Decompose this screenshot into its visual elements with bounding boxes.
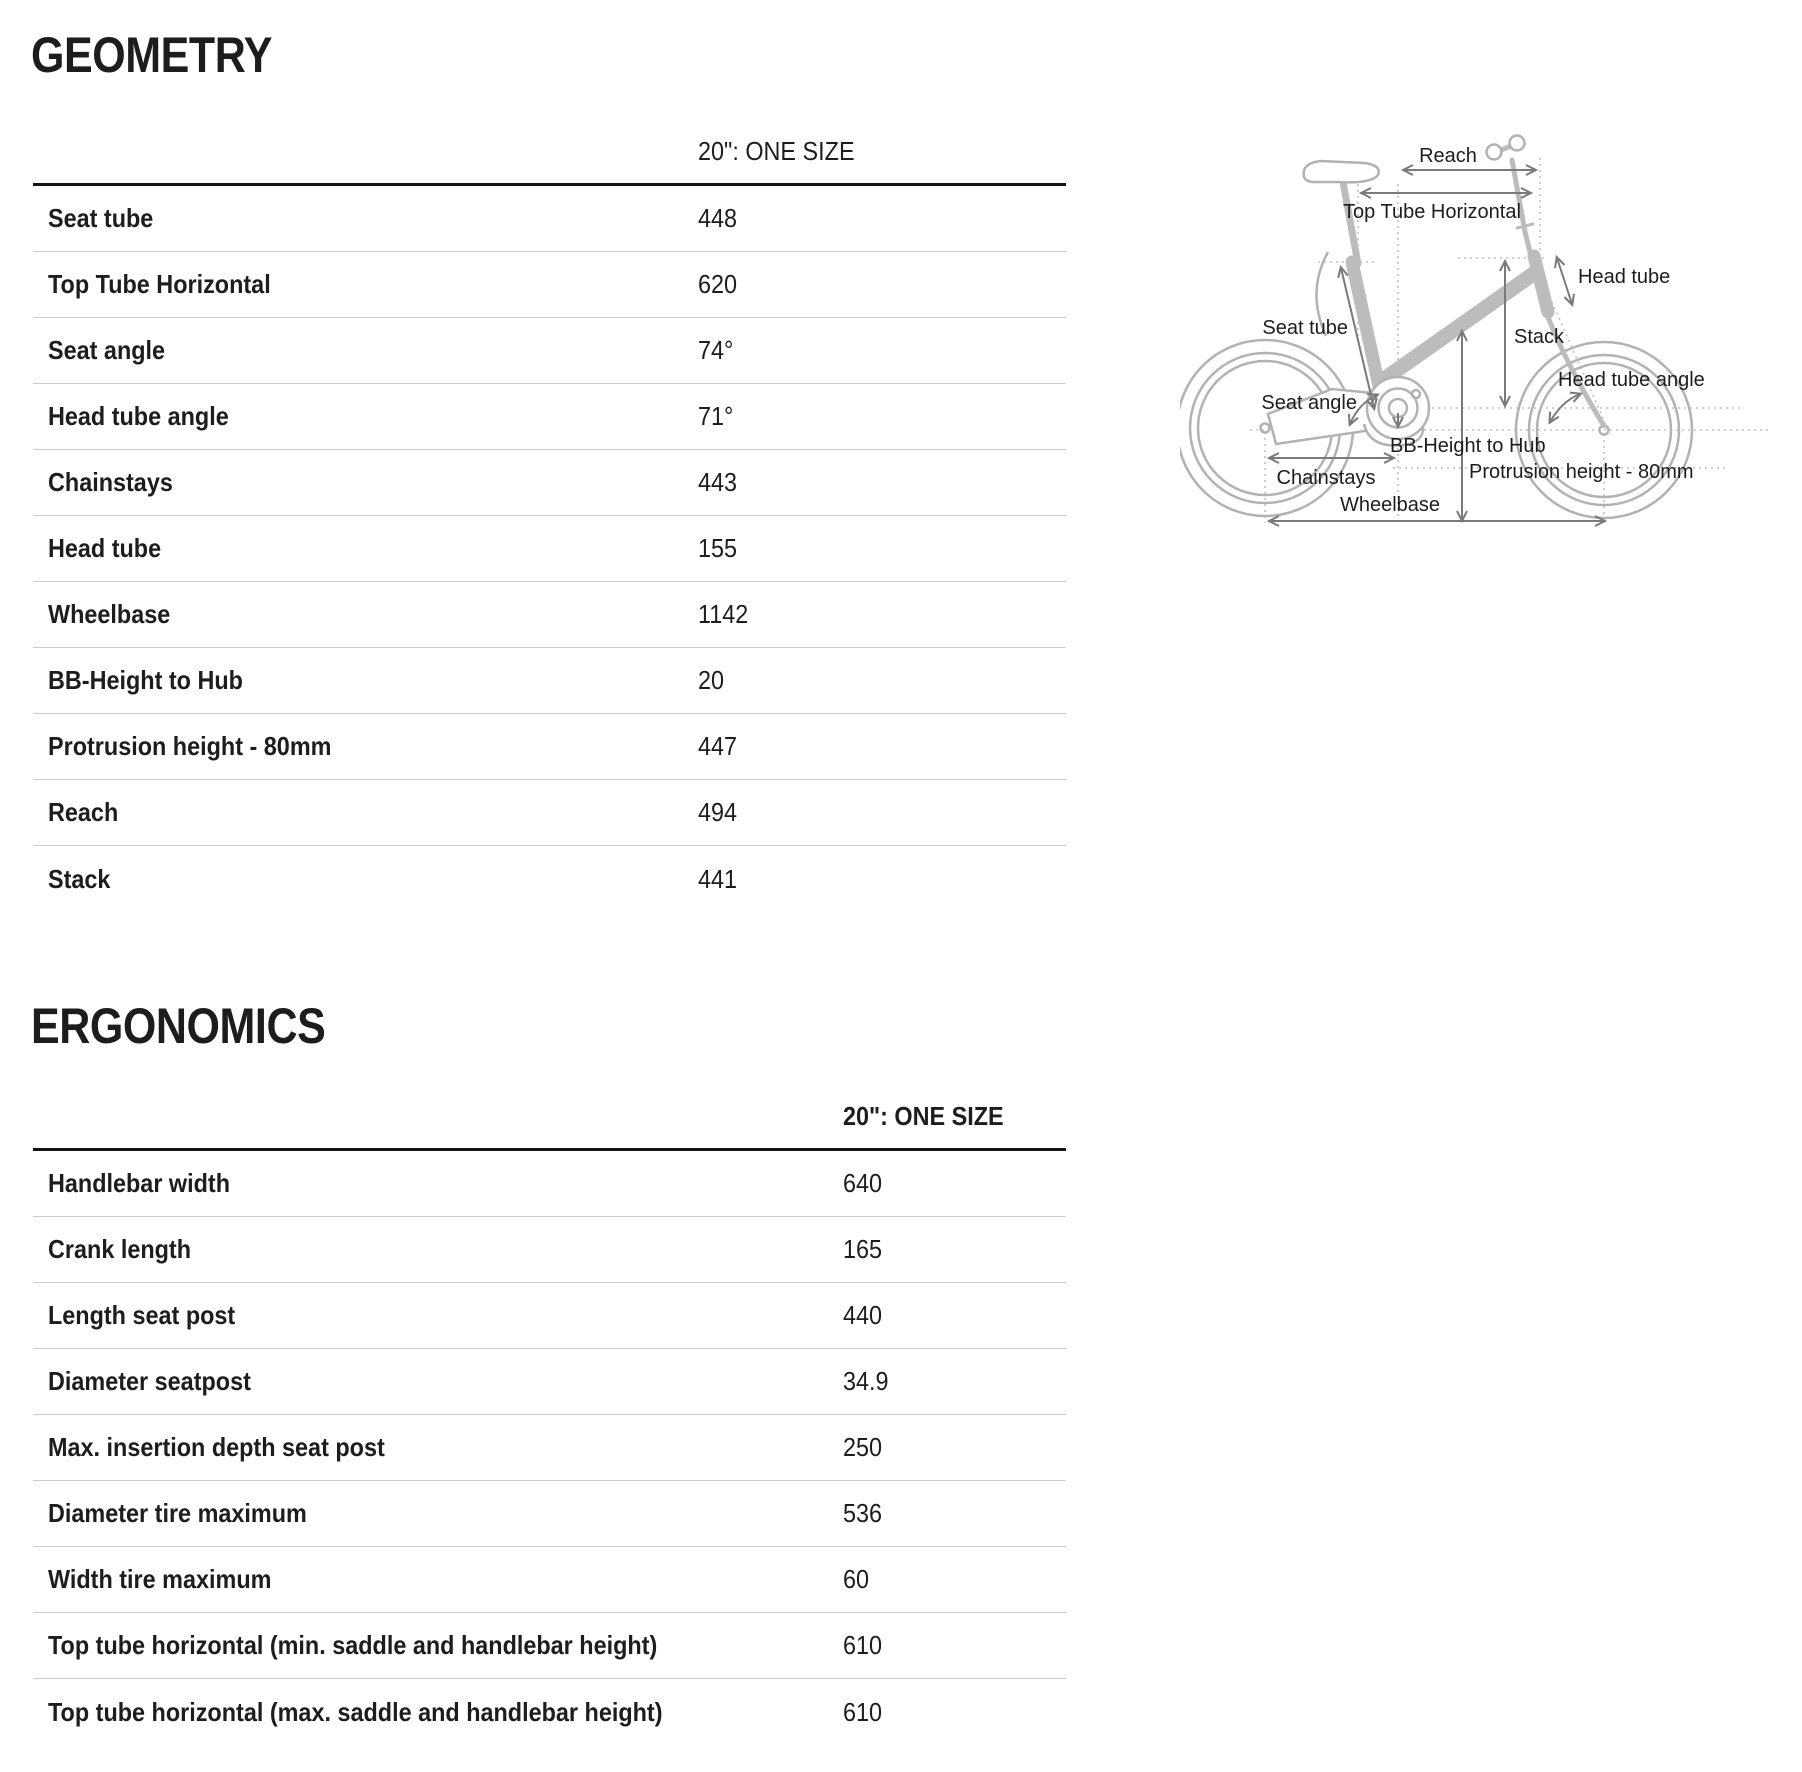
- spec-value: 155: [698, 533, 738, 563]
- diagram-label-chainstays: Chainstays: [1276, 467, 1376, 489]
- bike-geometry-diagram-svg: [1180, 100, 1802, 550]
- spec-row: [33, 1349, 1066, 1415]
- spec-row: [33, 1481, 1066, 1547]
- handlebar-and-stem: [1487, 136, 1534, 261]
- spec-value: 620: [698, 269, 738, 299]
- spec-row: [33, 1613, 1066, 1679]
- spec-row: [33, 1679, 1066, 1745]
- spec-label: Diameter tire maximum: [48, 1498, 307, 1528]
- diagram-label-head-tube: Head tube: [1578, 266, 1671, 288]
- spec-value: 1142: [698, 599, 749, 629]
- spec-label: Head tube: [48, 533, 162, 563]
- diagram-label-reach: Reach: [1419, 145, 1477, 167]
- spec-row: [33, 1415, 1066, 1481]
- spec-row: [33, 1283, 1066, 1349]
- spec-value: 71°: [698, 401, 734, 431]
- geometry-size-column-header-text: 20": ONE SIZE: [698, 136, 855, 166]
- spec-row: [33, 1217, 1066, 1283]
- spec-row: [33, 1547, 1066, 1613]
- diagram-label-seat-angle: Seat angle: [1261, 392, 1357, 414]
- spec-label: Diameter seatpost: [48, 1366, 251, 1396]
- spec-value: 440: [843, 1300, 883, 1330]
- spec-label: Length seat post: [48, 1300, 236, 1330]
- head-tube-arrow: [1557, 258, 1572, 304]
- spec-value: 34.9: [843, 1366, 889, 1396]
- spec-value: 610: [843, 1696, 883, 1727]
- ergonomics-table: [33, 1085, 1066, 1745]
- spec-label: Top tube horizontal (min. saddle and handlebar height): [48, 1630, 658, 1660]
- spec-value: 610: [843, 1630, 883, 1660]
- spec-row: [33, 384, 1066, 450]
- ergonomics-size-column-header-text: 20": ONE SIZE: [843, 1101, 1004, 1131]
- spec-value: 74°: [698, 335, 734, 365]
- spec-label: Max. insertion depth seat post: [48, 1432, 385, 1462]
- spec-value: 447: [698, 731, 738, 761]
- spec-row: [33, 516, 1066, 582]
- spec-label: Wheelbase: [48, 599, 171, 629]
- spec-label: Top tube horizontal (max. saddle and handlebar height): [48, 1696, 663, 1727]
- spec-row: [33, 714, 1066, 780]
- spec-value: 60: [843, 1564, 870, 1594]
- spec-label: Seat tube: [48, 203, 154, 233]
- spec-label: Seat angle: [48, 335, 166, 365]
- geometry-section-title: GEOMETRY: [31, 27, 273, 83]
- geometry-table: [33, 120, 1066, 912]
- spec-row: [33, 582, 1066, 648]
- geometry-size-column-header: [33, 120, 1066, 186]
- spec-label: Protrusion height - 80mm: [48, 731, 332, 761]
- diagram-label-top-tube-horizontal: Top Tube Horizontal: [1343, 201, 1521, 223]
- spec-value: 250: [843, 1432, 883, 1462]
- spec-value: 443: [698, 467, 738, 497]
- spec-row: [33, 648, 1066, 714]
- spec-label: BB-Height to Hub: [48, 665, 243, 695]
- spec-label: Head tube angle: [48, 401, 229, 431]
- spec-row: [33, 252, 1066, 318]
- spec-value: 165: [843, 1234, 883, 1264]
- diagram-label-protrusion-height: Protrusion height - 80mm: [1469, 461, 1694, 483]
- spec-label: Width tire maximum: [48, 1564, 272, 1594]
- spec-label: Reach: [48, 797, 119, 827]
- ergonomics-size-column-header: [33, 1085, 1066, 1151]
- diagram-labels: [1261, 145, 1704, 516]
- spec-value: 20: [698, 665, 725, 695]
- ergonomics-section-title: ERGONOMICS: [31, 998, 326, 1054]
- spec-row: [33, 450, 1066, 516]
- diagram-label-stack: Stack: [1514, 326, 1565, 348]
- spec-label: Handlebar width: [48, 1168, 231, 1198]
- spec-value: 536: [843, 1498, 883, 1528]
- diagram-label-seat-tube: Seat tube: [1262, 317, 1348, 339]
- bike-geometry-diagram: [1180, 100, 1802, 550]
- spec-row: [33, 780, 1066, 846]
- spec-row: [33, 1151, 1066, 1217]
- spec-row: [33, 318, 1066, 384]
- diagram-label-bb-height-to-hub: BB-Height to Hub: [1390, 435, 1546, 457]
- spec-label: Stack: [48, 863, 111, 894]
- spec-value: 494: [698, 797, 738, 827]
- spec-row: [33, 186, 1066, 252]
- spec-value: 448: [698, 203, 738, 233]
- spec-value: 640: [843, 1168, 883, 1198]
- spec-label: Top Tube Horizontal: [48, 269, 271, 299]
- diagram-label-wheelbase: Wheelbase: [1339, 494, 1441, 516]
- spec-value: 441: [698, 863, 738, 894]
- spec-row: [33, 846, 1066, 912]
- spec-label: Chainstays: [48, 467, 173, 497]
- diagram-label-head-tube-angle: Head tube angle: [1558, 369, 1705, 391]
- spec-label: Crank length: [48, 1234, 192, 1264]
